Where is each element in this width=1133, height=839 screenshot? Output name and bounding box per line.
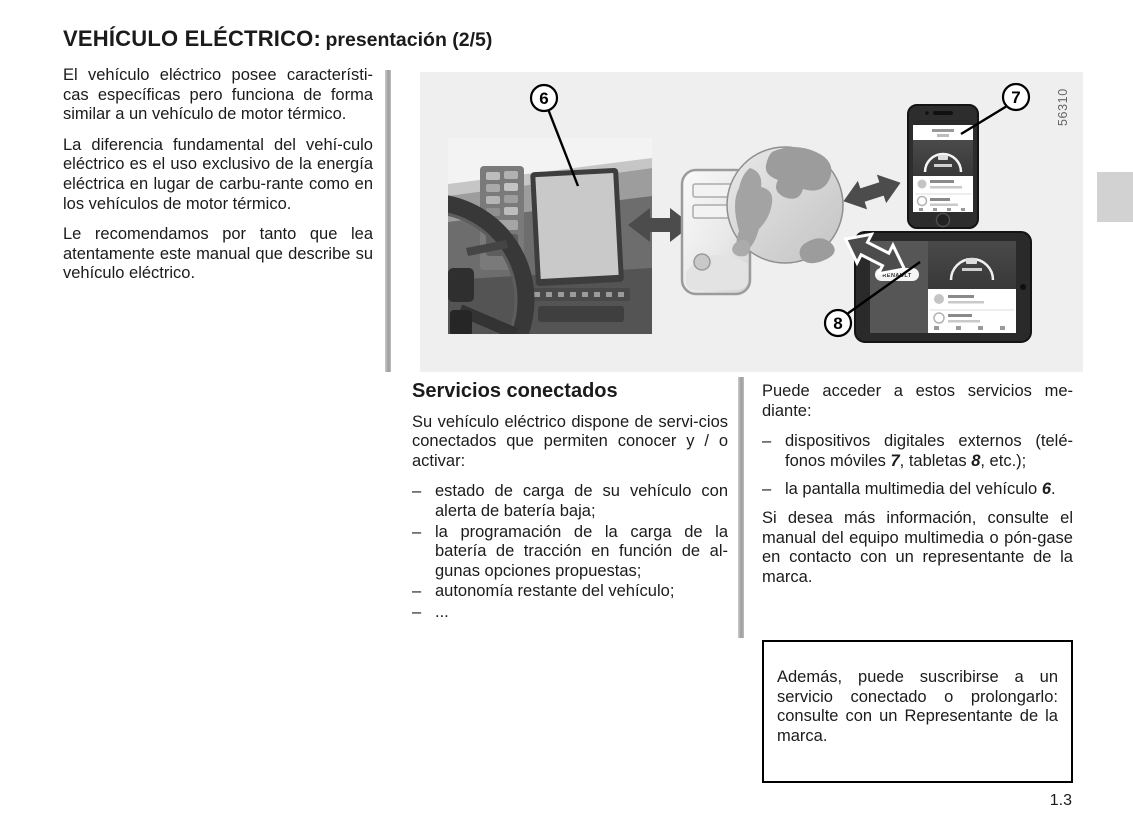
intro-paragraph: Le recomendamos por tanto que lea atentamente este manual que describe su vehículo eléctrico. xyxy=(63,225,373,283)
list-item xyxy=(412,523,728,582)
car-dashboard-photo xyxy=(420,138,652,372)
callout-8-label: 8 xyxy=(833,314,843,333)
list-item xyxy=(412,482,728,521)
access-section xyxy=(762,382,1073,598)
column-divider xyxy=(385,70,391,372)
list-item-text: ... xyxy=(435,602,449,621)
text-fragment: . xyxy=(1051,480,1056,499)
subscription-note-text: Además, puede suscribirse a un servicio conectado o prolongarlo: consulte con un Representante de la marca. xyxy=(777,668,1058,745)
list-item xyxy=(762,480,1073,500)
list-item-text: la programación de la carga de la batería de tracción en función de al-gunas opciones propuestas; xyxy=(435,522,728,580)
list-item-text xyxy=(785,432,1073,470)
callout-7-label: 7 xyxy=(1011,88,1021,107)
callout-6-label: 6 xyxy=(539,89,549,108)
list-item-text xyxy=(785,480,1056,498)
bullet-dash: – xyxy=(412,582,422,601)
subscription-note-box xyxy=(762,640,1073,783)
text-fragment: , tabletas xyxy=(899,451,972,470)
callout-ref-8: 8 xyxy=(971,451,981,470)
bullet-dash: – xyxy=(412,522,422,541)
bullet-dash: – xyxy=(412,482,422,501)
column-divider xyxy=(738,377,744,638)
globe-icon xyxy=(727,147,843,263)
access-outro: Si desea más información, consulte el manual del equipo multimedia o pón-gase en contacto con un representante de la marca. xyxy=(762,508,1073,586)
bullet-dash: – xyxy=(762,432,772,451)
section-heading: Servicios conectados xyxy=(412,380,618,402)
page-title-main: VEHÍCULO ELÉCTRICO: xyxy=(63,26,322,51)
list-item xyxy=(412,603,728,623)
figure-canvas xyxy=(420,72,1083,372)
callout-ref-6: 6 xyxy=(1041,480,1052,499)
bullet-dash: – xyxy=(412,602,422,621)
double-arrow-icon xyxy=(839,168,905,215)
text-fragment: dispositivos digitales externos (telé-fonos móviles xyxy=(785,432,1073,470)
list-item-text: autonomía restante del vehículo; xyxy=(435,582,675,601)
list-item xyxy=(762,432,1073,471)
connected-services-section xyxy=(412,382,728,624)
page-number: 1.3 xyxy=(1049,792,1072,809)
access-intro: Puede acceder a estos servicios me-diante: xyxy=(762,382,1073,420)
intro-column xyxy=(63,66,373,295)
intro-paragraph: El vehículo eléctrico posee característi-cas específicas pero funciona de forma similar a un vehículo de motor térmico. xyxy=(63,66,373,124)
services-intro: Su vehículo eléctrico dispone de servi-cios conectados que permiten conocer y / o activar: xyxy=(412,412,728,470)
intro-paragraph: La diferencia fundamental del vehí-culo eléctrico es el uso exclusivo de la energía eléctrica en lugar de carbu-rante como en los vehículos de motor térmico. xyxy=(63,135,373,213)
bullet-dash: – xyxy=(762,480,772,499)
text-fragment: la pantalla multimedia del vehículo xyxy=(785,480,1042,499)
smartphone-icon xyxy=(908,105,978,228)
callout-ref-7: 7 xyxy=(890,451,900,470)
chapter-tab-marker xyxy=(1097,172,1133,222)
figure-number: 56310 xyxy=(1056,88,1070,126)
page-title-sub: presentación (2/5) xyxy=(325,29,493,51)
list-item-text: estado de carga de su vehículo con alerta de batería baja; xyxy=(435,482,728,520)
page-title xyxy=(63,26,492,52)
tablet-brand-label: RENAULT xyxy=(882,273,912,279)
list-item xyxy=(412,582,728,602)
text-fragment: , etc.); xyxy=(980,451,1027,470)
connected-services-figure xyxy=(420,72,1083,372)
